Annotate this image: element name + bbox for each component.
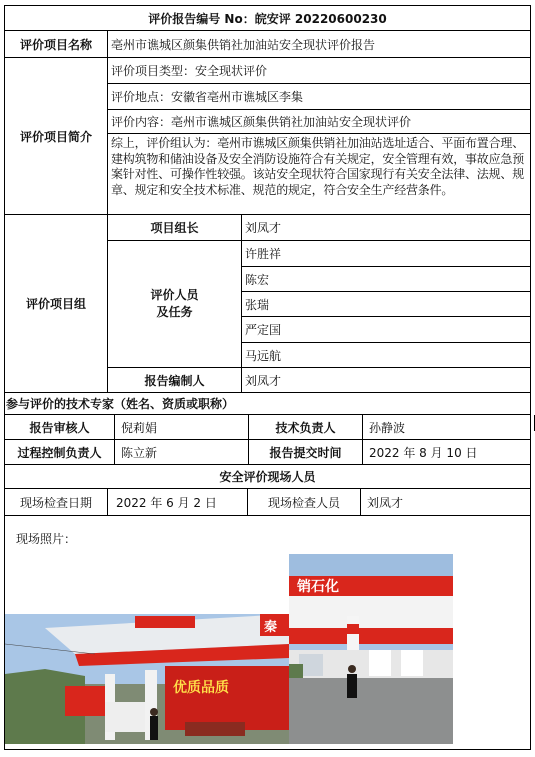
site-staff-value: 刘凤才 bbox=[361, 489, 530, 516]
project-location-line: 评价地点：安徽省亳州市谯城区李集 bbox=[108, 84, 530, 110]
report-number-row bbox=[5, 6, 530, 31]
team-member: 陈宏 bbox=[242, 267, 530, 292]
team-member: 严定国 bbox=[242, 317, 530, 343]
project-name-label: 评价项目名称 bbox=[5, 31, 108, 58]
team-compiler-name: 刘凤才 bbox=[242, 368, 530, 393]
site-date-value: 2022 年 6 月 2 日 bbox=[108, 489, 248, 516]
site-staff-label: 现场检查人员 bbox=[248, 489, 361, 516]
report-number-value: 皖安评 20220600230 bbox=[254, 11, 387, 26]
site-date-label: 现场检查日期 bbox=[5, 489, 108, 516]
project-intro-label: 评价项目简介 bbox=[5, 58, 108, 215]
gas-station-photo-1 bbox=[5, 614, 289, 744]
project-type-line: 评价项目类型：安全现状评价 bbox=[108, 58, 530, 84]
project-name-value: 亳州市谯城区颜集供销社加油站安全现状评价报告 bbox=[108, 31, 530, 58]
team-members-label bbox=[108, 241, 242, 368]
team-members-label-line1: 评价人员 bbox=[150, 288, 199, 302]
team-member: 张瑞 bbox=[242, 292, 530, 317]
process-label: 过程控制负责人 bbox=[5, 440, 115, 465]
photo1-sign-text: 秦 bbox=[264, 620, 278, 635]
photo2-sign-text: 销石化 bbox=[297, 579, 339, 595]
process-name: 陈立新 bbox=[115, 440, 249, 465]
team-member: 许胜祥 bbox=[242, 241, 530, 267]
reviewer-label: 报告审核人 bbox=[5, 415, 115, 440]
team-member: 马远航 bbox=[242, 343, 530, 368]
site-photos-area bbox=[5, 516, 530, 749]
team-members-label-line2: 及任务 bbox=[156, 305, 193, 319]
experts-heading: 参与评价的技术专家（姓名、资质或职称） bbox=[5, 393, 530, 415]
project-content-line: 评价内容：亳州市谯城区颜集供销社加油站安全现状评价 bbox=[108, 110, 530, 134]
reviewer-name: 倪莉娟 bbox=[115, 415, 249, 440]
report-number-label: 评价报告编号 No： bbox=[148, 11, 255, 26]
photo1-slogan-text: 优质品质 bbox=[173, 680, 229, 696]
site-heading: 安全评价现场人员 bbox=[5, 465, 530, 489]
submit-label: 报告提交时间 bbox=[249, 440, 363, 465]
gas-station-photo-2 bbox=[289, 554, 453, 744]
team-leader-label: 项目组长 bbox=[108, 215, 242, 241]
submit-date: 2022 年 8 月 10 日 bbox=[363, 440, 530, 465]
evaluation-report-form bbox=[4, 5, 531, 750]
team-group-label: 评价项目组 bbox=[5, 215, 108, 393]
tech-name: 孙静波 bbox=[363, 415, 530, 440]
site-photo-gas-station-canopy bbox=[289, 554, 453, 744]
tech-label: 技术负责人 bbox=[249, 415, 363, 440]
project-summary: 综上，评价组认为：亳州市谯城区颜集供销社加油站选址适合、平面布置合理、建构筑物和储油设备及安全消防设施符合有关规定，安全管理有效，事故应急预案针对性、可操作性较强。该站安全现状符合国家现行有关安全法律、法规、规章、规定和安全技术标准、规范的规定，符合安全生产经营条件。 bbox=[108, 134, 530, 215]
team-leader-name: 刘凤才 bbox=[242, 215, 530, 241]
site-photo-gas-station-front bbox=[5, 614, 289, 744]
site-photos-label: 现场照片： bbox=[16, 532, 77, 546]
team-compiler-label: 报告编制人 bbox=[108, 368, 242, 393]
